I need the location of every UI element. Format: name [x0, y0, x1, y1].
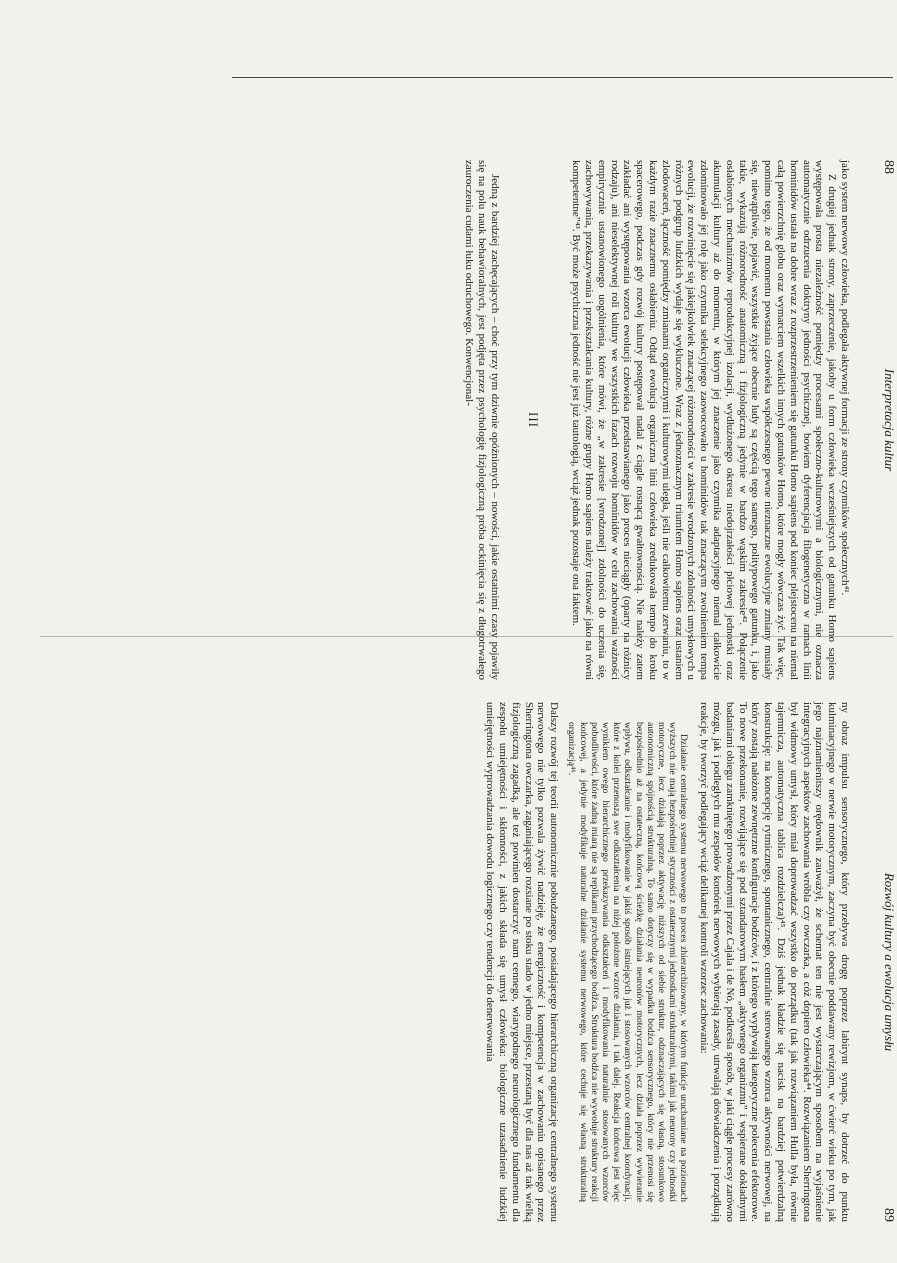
left-page-number: 88 [881, 160, 896, 174]
block-quote [566, 722, 689, 1202]
right-page [456, 702, 897, 1222]
right-page-body [483, 702, 851, 1222]
right-final-paragraph: Dalszy rozwój tej teorii autonomicznie pobudzanego, posiadającego hierarchiczną organizację centralnego systemu nerwowego nie tylko pozwala żywić nadzieję, że energiczność i kompetencja w zachowaniu opisanego przez Sherringtona owczarka, zaganiającego rozsiane po stoku stado w jedno miejsce, przestaną być dla nas aż tak wielką fizjologiczną zagadką, ale też powinien dostarczyć nam cennego, wiarygodnego neurologicznego fundamentu dla zespołu umiejętności i skłonności, z jakich składa się umysł człowieka: biologiczne uzasadnienie ludzkiej umiejętności wyprowadzania dowodu logicznego czy tendencji do denerwowania [484, 702, 561, 1222]
left-running-title: Interpretacja kultur [882, 368, 897, 472]
section-numeral: III [526, 412, 542, 428]
right-page-header [877, 702, 895, 1222]
left-page-header [877, 160, 895, 680]
block-quote-text: Działanie centralnego systemu nerwowego to proces zhierarchizowany, w którym funkcje uruchamiane na poziomach wyższych nie mają bezpośredniej styczności z ostatecznymi jednostkami strukturalnymi, takimi jak neurony czy jednostki motoryczne, lecz działają poprzez aktywację niższych od siebie struktur, odznaczających się własną, stosunkowo autonomiczną spójnością strukturalną. To samo dotyczy się w wypadku bodźca sensorycznego, który nie przenosi się bezpośrednio aż na ostateczną, końcową ścieżkę działania neuronów motorycznych, lecz działa poprzez wywieranie wpływu, odkształcanie i modyfikowanie w jakiś sposób istniejących już i stosowanych wzorców centralnej koordynacji, które z kolei przenoszą swe odkształcenia na niżej położone wzorce działania, i tak dalej. Reakcja końcowa jest więc wynikiem owego hierarchicznego przekazywania odkształceń i modyfikowania naturalnie stosowanych wzorców pobudliwości, które żadną miarą nie są replikami przychodzącego bodźca. Struktura bodźca nie wywołuje struktury reakcji końcowej, a jedynie modyfikuje naturalne działanie systemu nerwowego, które cechuje się własną strukturalną organizacją⁴⁶. [566, 722, 690, 1202]
left-paragraph-1: jako system nerwowy człowieka, podlegała aktywnej formacji ze strony czynników społecznych⁴¹. [839, 160, 851, 596]
left-final-paragraph: Jedną z bardziej zachęcających – choć przy tym dziwnie opóźnionych – nowości, jakie ostatnimi czasy pojawiły się na polu nauk behawioralnych, jest podjęta przez psychologię fizjologiczną próba ockinięcia się z długotrwałego zauroczenia cudami łuku odruchowego. Konwencjonal- [463, 160, 501, 680]
right-paragraph-1: ny obraz impulsu sensorycznego, który przebywa drogę poprzez labirynt synaps, by dotrzeć do punktu kulminacyjnego w nerwie motorycznym, zaczyna być obecnie poddawany rewizjom, w ćwierć wieku po tym, jak jego najznamienitszy orędownik zauważył, że schemat ten nie jest wystarczającym sposobem na wyjaśnienie integracyjnych aspektów zachowania wróbla czy owczarka, a cóż dopiero człowieka⁴⁴. Rozwiązaniem Sherringtona był widmowy umysł, który miał doprowadzać wszystko do porządku (tak jak rozwiązaniem Hulla była, równie tajemnicza, automatyczna tablica rozdzielcza)⁴⁵. Dziś jednak kładzie się nacisk na bardziej potwierdzalną konstrukcję: na koncepcję rytmicznego, spontanicznego, centralnie sterowanego wzorca aktywności nerwowej, na który zostają nałożone zewnętrzne konfiguracje bodźców, i z którego wypływają kategoryczne polecenia efektorowe. To nowe przekonanie, rozwijające się pod sztandarowym hasłem „aktywnego organizmu” i wspierane dokładnymi badaniami obiegu zamkniętego prowadzonymi przez Cajala i de Nó, podkreśla sposób, w jaki ciągłe procesy zarówno mózgu, jak i podległych mu zespołów komórek nerwowych wybierają zasady, utrwalają doświadczenia i porządkują reakcje, by tworzyć podlegający wciąż delikatnej kontroli wzorzec zachowania: [698, 702, 851, 1222]
scan-edge-line-top [232, 77, 893, 78]
left-page [456, 160, 897, 680]
right-page-number: 89 [881, 1208, 896, 1222]
left-paragraph-2: Z drugiej jednak strony, zaprzeczenie, jakoby u form człowieka wcześniejszych od gatunku Homo sapiens występowała prosta niezależność pomiędzy procesami społeczno-kulturowymi a biologicznymi, nie oznacza automatycznie odrzucenia doktryny jedności psychicznej, bowiem dyferencjacja filogenetyczna w ramach linii hominidów ustała na dobre wraz z rozprzestrzenieniem się gatunku Homo sapiens pod koniec plejstocenu na niemal całą powierzchnię globu oraz wymarciem wszelkich innych gatunków Homo, które mogły wówczas żyć. Tak więc, pomimo tego, że od momentu powstania człowieka współczesnego pewne nieznaczne ewolucyjne zmiany musiały się, niewątpliwie, pojawić, wszystkie żyjące obecnie ludy są częścią tego samego, politypowego gatunku, i, jako takie, wykazują różnorodność anatomiczną i fizjologiczną jedynie w bardzo wąskim zakresie⁴². Połączenie osłabionych mechanizmów reprodukcyjnej izolacji, wydłużonego okresu niedojrzałości płciowej jednostki oraz akumulacji kultury aż do momentu, w którym jej znaczenie jako czynnika adaptacyjnego niemal całkowicie zdominowało jej rolę jako czynnika selekcyjnego zaowocowało u hominidów tak znaczącym zwolnieniem tempa ewolucji, że rozwinięcie się jakiejkolwiek znaczącej różnorodności w zakresie wrodzonych zdolności umysłowych u różnych podgrup ludzkich wydaje się wykluczone. Wraz z jednoznacznym triumfem Homo sapiens oraz ustaniem zlodowaceń, łączność pomiędzy zmianami organicznymi i kulturowymi uległa, jeśli nie całkowitemu zerwaniu, to w każdym razie znacznemu osłabieniu. Odtąd ewolucja organiczna linii człowieka zredukowała tempo do kroku spacerowego, podczas gdy rozwój kultury postępował nadal z ciągle rosnącą gwałtownością. Nie należy zatem zakładać ani występowania wzorca ewolucji człowieka przedstawianego jako proces nieciągły (oparty na różnicy rodzaju), ani nieselektywnej roli kultury we wszystkich fazach rozwoju hominidów w celu zachowania ważności empirycznie ustanowionego uogólnienia, które mówi, że „w zakresie [wrodzonej] zdolności do uczenia się, zachowywania, przekazywania i przekształcania kultury, różne grupy Homo sapiens należy traktować jako na równi kompetentne”⁴³. Być może psychiczna jedność nie jest już tautologią, wciąż jednak pozostaje ona faktem. [570, 160, 839, 680]
right-running-title: Rozwój kultury a ewolucja umysłu [882, 872, 897, 1052]
left-page-body [462, 160, 851, 680]
